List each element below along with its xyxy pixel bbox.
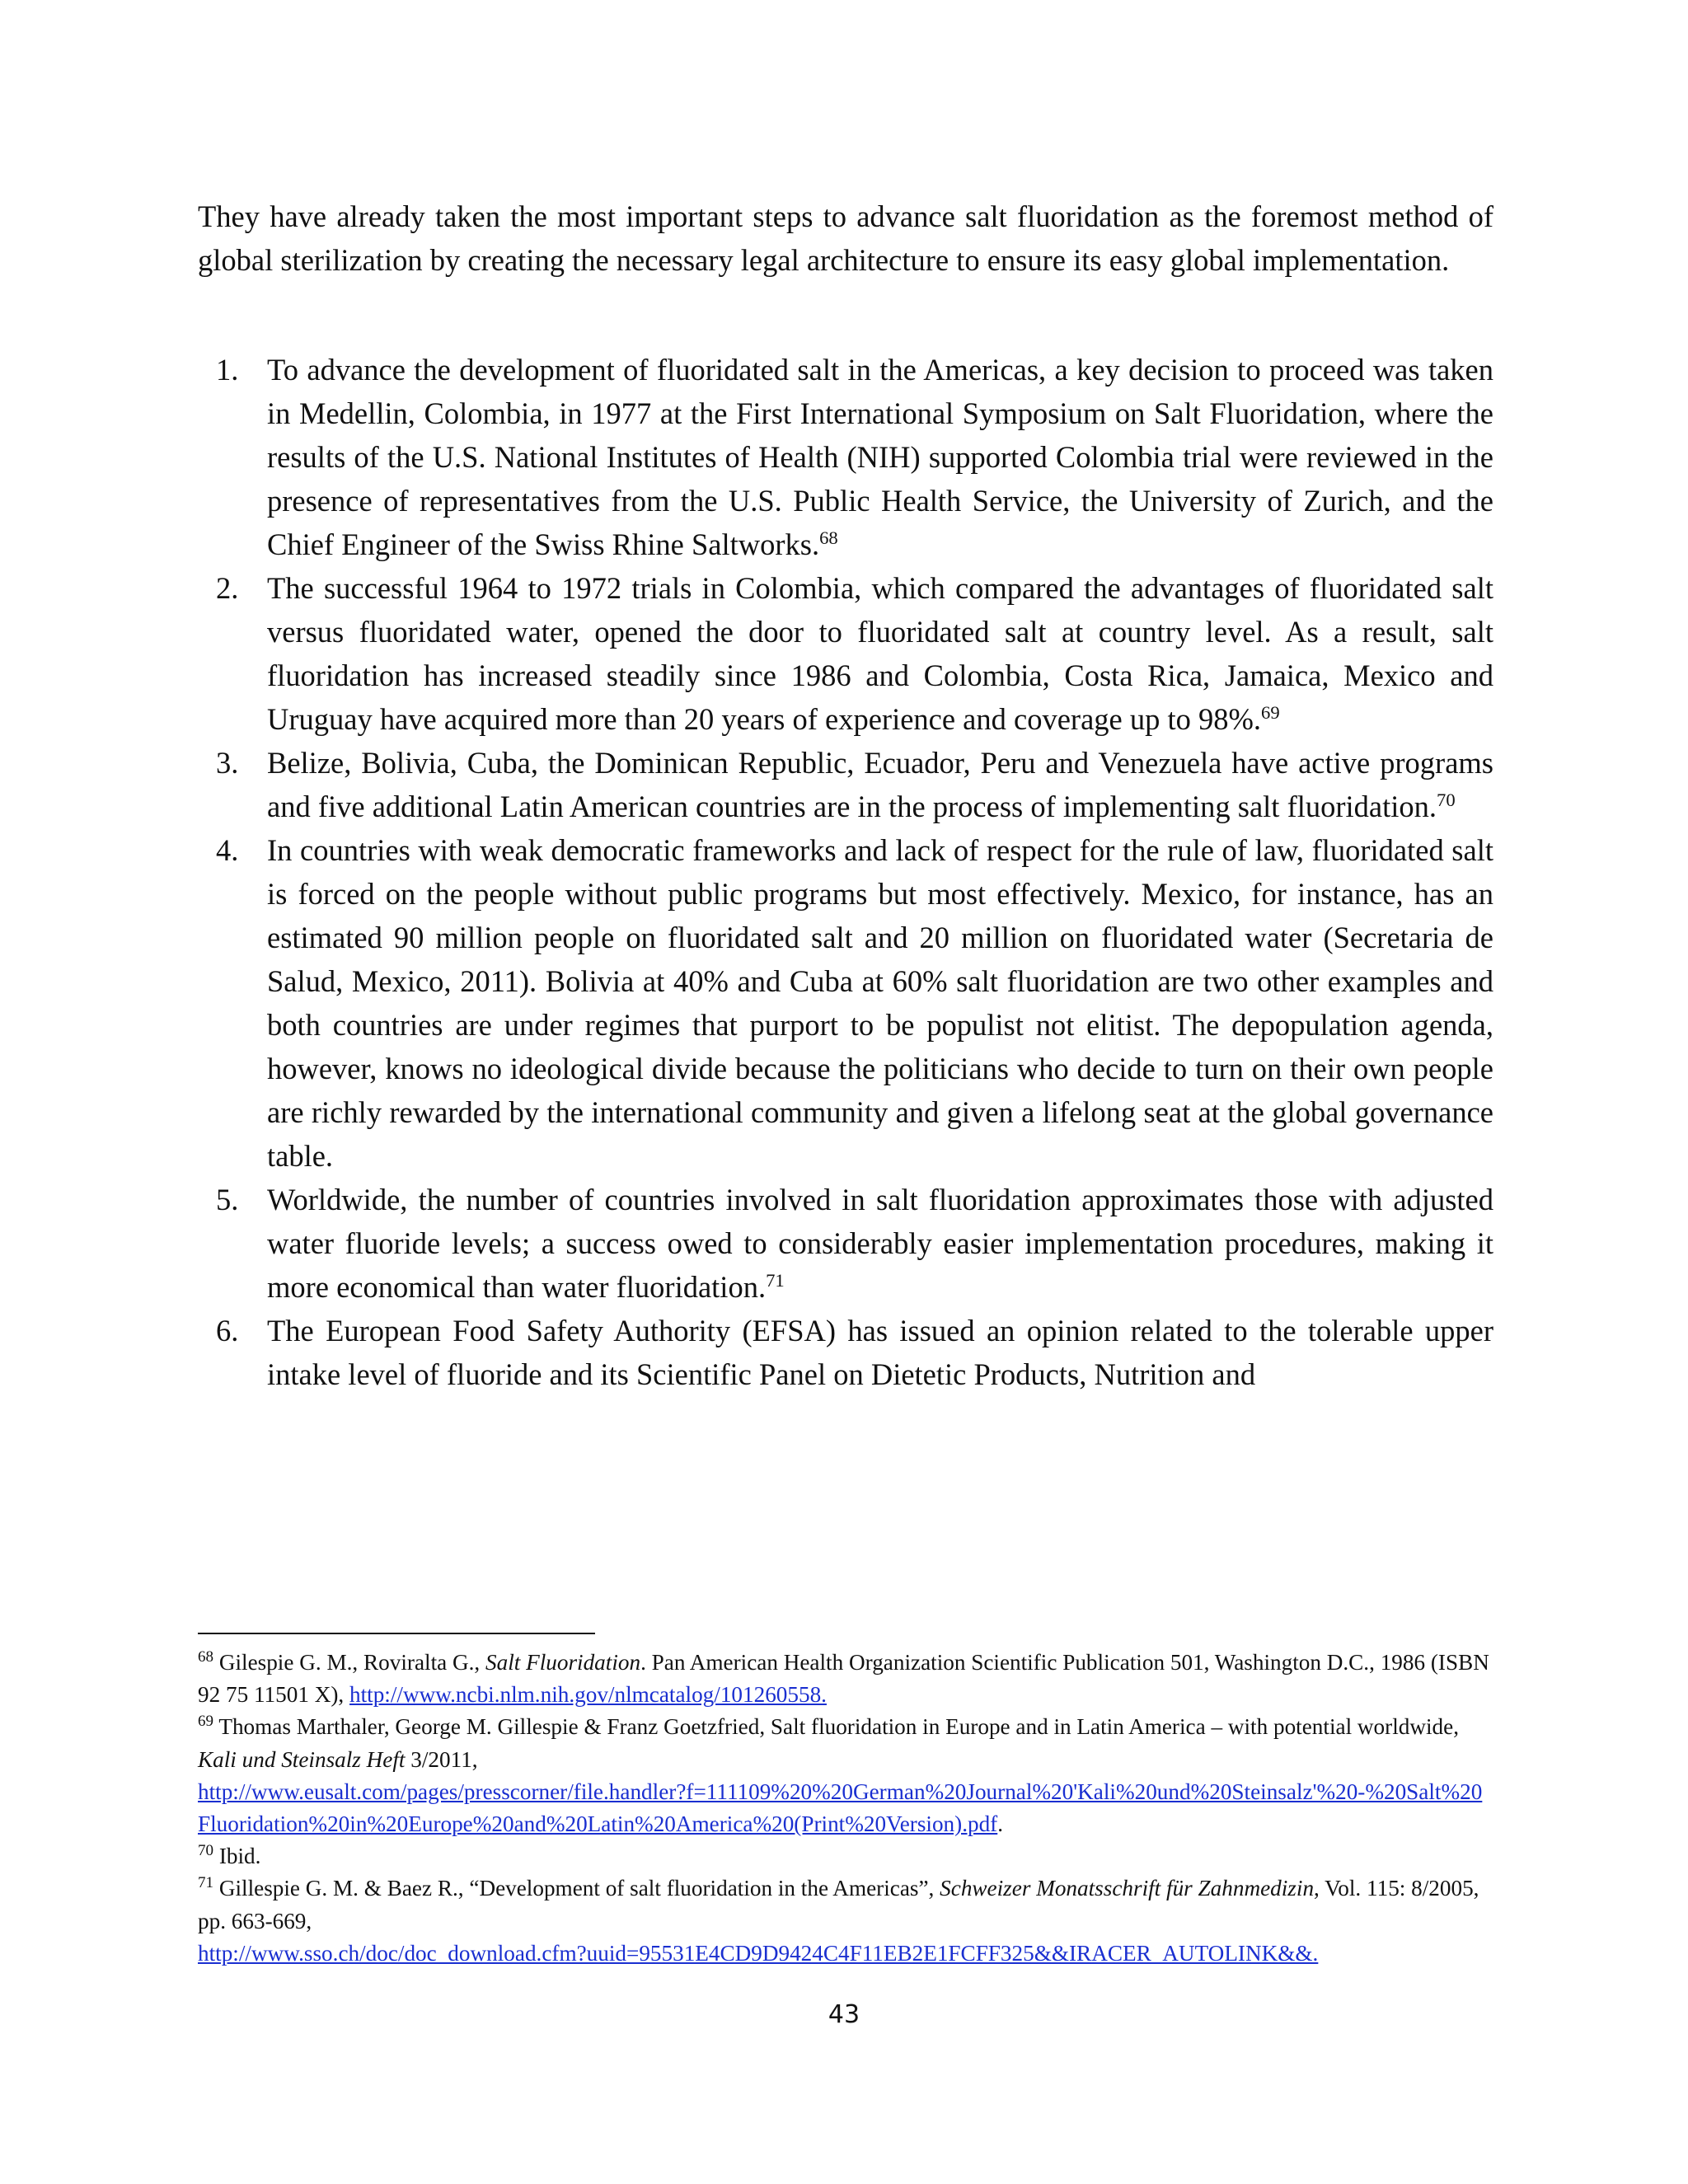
footnote-link[interactable]: http://www.eusalt.com/pages/presscorner/file.handler?f=111109%20%20German%20Journal%20'Kali%20und%20Steinsalz'%20-%20Salt%20Fluoridation%20in%20Europe%20and%20Latin%20America%20(Print%20Version).pdf [198, 1779, 1483, 1837]
list-item [198, 1178, 1493, 1309]
page-number: 43 [828, 2000, 860, 2029]
footnote-ref[interactable]: 71 [766, 1269, 785, 1291]
list-number: 6. [216, 1314, 239, 1347]
footnote-title: Salt Fluoridation [485, 1650, 641, 1675]
list-item-text: The successful 1964 to 1972 trials in Colombia, which compared the advantages of fluoridated salt versus fluoridated water, opened the door to fluoridated salt at country level. As a result, salt fluoridation has increased steadily since 1986 and Colombia, Costa Rica, Jamaica, Mexico and Uruguay have acquired more than 20 years of experience and coverage up to 98%. [267, 571, 1493, 736]
footnote-text: Ibid. [213, 1844, 261, 1869]
footnote-title: Kali und Steinsalz Heft [198, 1746, 406, 1772]
list-number: 5. [216, 1183, 239, 1216]
numbered-list [198, 348, 1493, 1396]
footnote-68 [198, 1647, 1493, 1711]
footnote-link[interactable]: http://www.ncbi.nlm.nih.gov/nlmcatalog/101260558. [349, 1682, 827, 1708]
footnote-text: 3/2011, [405, 1746, 478, 1772]
footnote-number: 68 [198, 1647, 214, 1666]
list-item-text: Belize, Bolivia, Cuba, the Dominican Republic, Ecuador, Peru and Venezuela have active programs and five additional Latin American countries are in the process of implementing salt fluoridation. [267, 746, 1493, 823]
footnote-link[interactable]: http://www.sso.ch/doc/doc_download.cfm?uuid=95531E4CD9D9424C4F11EB2E1FCFF325&&IRACER_AUTOLINK&&. [198, 1940, 1319, 1966]
list-item-text: To advance the development of fluoridated salt in the Americas, a key decision to proceed was taken in Medellin, Colombia, in 1977 at the First International Symposium on Salt Fluoridation, where the results of the U.S. National Institutes of Health (NIH) supported Colombia trial were reviewed in the presence of representatives from the U.S. Public Health Service, the University of Zurich, and the Chief Engineer of the Swiss Rhine Saltworks. [267, 353, 1493, 561]
list-item-text: In countries with weak democratic frameworks and lack of respect for the rule of law, fluoridated salt is forced on the people without public programs but most effectively. Mexico, for instance, has an estimated 90 million people on fluoridated salt and 20 million on fluoridated water (Secretaria de Salud, Mexico, 2011). Bolivia at 40% and Cuba at 60% salt fluoridation are two other examples and both countries are under regimes that purport to be populist not elitist. The depopulation agenda, however, knows no ideological divide because the politicians who decide to turn on their own people are richly rewarded by the international community and given a lifelong seat at the global governance table. [267, 833, 1493, 1173]
list-number: 1. [216, 353, 239, 387]
list-number: 3. [216, 746, 239, 780]
footnote-ref[interactable]: 68 [819, 527, 838, 548]
footnote-71 [198, 1872, 1493, 1970]
footnote-title: Schweizer Monatsschrift für Zahnmedizin [940, 1876, 1315, 1901]
list-item [198, 828, 1493, 1178]
footnote-ref[interactable]: 69 [1261, 701, 1280, 723]
intro-paragraph: They have already taken the most important steps to advance salt fluoridation as the foremost method of global sterilization by creating the necessary legal architecture to ensure its easy global implementation. [198, 199, 1493, 277]
list-item-text: Worldwide, the number of countries involved in salt fluoridation approximates those with adjusted water fluoride levels; a success owed to considerably easier implementation procedures, making it more economical than water fluoridation. [267, 1183, 1493, 1304]
list-number: 2. [216, 571, 239, 605]
footnote-69 [198, 1711, 1493, 1840]
footnote-number: 69 [198, 1713, 214, 1731]
footnote-ref[interactable]: 70 [1437, 789, 1456, 810]
footnotes [198, 1647, 1493, 1970]
footnote-70 [198, 1840, 1493, 1872]
footnote-separator [198, 1633, 595, 1634]
list-item [198, 348, 1493, 566]
footnote-text: Gilespie G. M., Roviralta G., [213, 1650, 486, 1675]
list-item-text: The European Food Safety Authority (EFSA) has issued an opinion related to the tolerable upper intake level of fluoride and its Scientific Panel on Dietetic Products, Nutrition and [267, 1314, 1493, 1391]
list-item [198, 741, 1493, 828]
footnote-text: Thomas Marthaler, George M. Gillespie & Franz Goetzfried, Salt fluoridation in Europe and in Latin America – with potential worldwide, [213, 1714, 1459, 1740]
footnote-text: . [997, 1811, 1004, 1837]
footnote-number: 71 [198, 1874, 214, 1892]
footnote-text: Gillespie G. M. & Baez R., “Development of salt fluoridation in the Americas”, [213, 1876, 940, 1901]
footnote-number: 70 [198, 1842, 214, 1860]
footnote-text: . Pan American Health Organization Scientific Publication 501, Washington D.C., 1986 (ISBN 92 75 11501 X), [198, 1650, 1489, 1708]
footnote-text: , Vol. 115: 8/2005, pp. 663-669, [198, 1876, 1479, 1933]
list-item [198, 1309, 1493, 1396]
list-item [198, 566, 1493, 741]
list-number: 4. [216, 833, 239, 867]
